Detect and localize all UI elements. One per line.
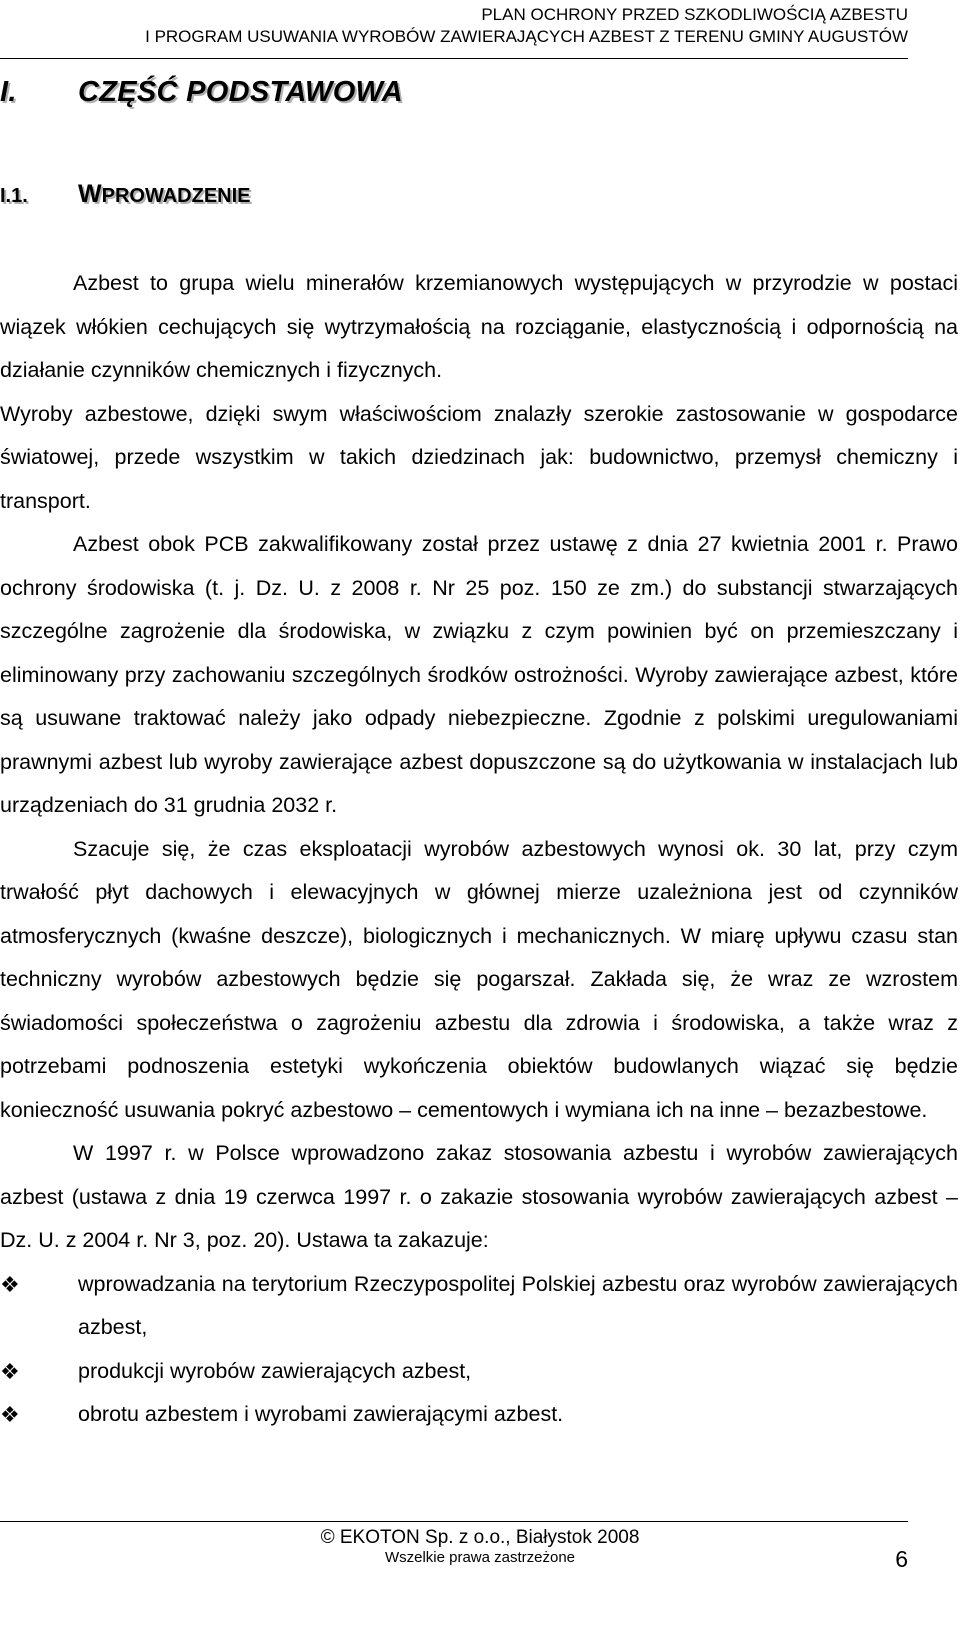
section-title [0, 180, 251, 209]
part-title-text: CZĘŚĆ PODSTAWOWA [78, 76, 403, 108]
diamond-bullet-icon: ❖ [0, 1402, 20, 1427]
header-rule [0, 58, 908, 59]
paragraph-2: Wyroby azbestowe, dzięki swym właściwościom znalazły szerokie zastosowanie w gospodarce światowej, przede wszystkim w takich dziedzinach jak: budownictwo, przemysł chemiczny i transport. [0, 401, 958, 513]
list-item [0, 1350, 958, 1394]
diamond-bullet-icon: ❖ [0, 1271, 20, 1297]
list-item-text: produkcji wyrobów zawierających azbest, [78, 1358, 472, 1383]
list-item [0, 1393, 958, 1437]
paragraph-3: Azbest obok PCB zakwalifikowany został przez ustawę z dnia 27 kwietnia 2001 r. Prawo ochrony środowiska (t. j. Dz. U. z 2008 r. Nr 25 poz. 150 ze zm.) do substancji stwarzających szczególne zagrożenie dla środowiska, w związku z czym powinien być on przemieszczany i eliminowany przy zachowaniu szczególnych środków ostrożności. Wyroby zawierające azbest, które są usuwane traktować należy jako odpady niebezpieczne. Zgodnie z polskimi uregulowaniami prawnymi azbest lub wyroby zawierające azbest dopuszczone są do użytkowania w instalacjach lub urządzeniach do 31 grudnia 2032 r. [0, 532, 958, 817]
header-line-1: PLAN OCHRONY PRZED SZKODLIWOŚCIĄ AZBESTU [481, 5, 908, 24]
section-number: I.1. [0, 185, 28, 207]
page-header [145, 4, 908, 48]
paragraph-5: W 1997 r. w Polsce wprowadzono zakaz stosowania azbestu i wyrobów zawierających azbest (ustawa z dnia 19 czerwca 1997 r. o zakazie stosowania wyrobów zawierających azbest – Dz. U. z 2004 r. Nr 3, poz. 20). Ustawa ta zakazuje: [0, 1141, 958, 1252]
footer-rule [0, 1521, 908, 1522]
paragraph-1: Azbest to grupa wielu minerałów krzemianowych występujących w przyrodzie w postaci wiązek włókien cechujących się wytrzymałością na rozciąganie, elastycznością i odpornością na działanie czynników chemicznych i fizycznych. [0, 271, 958, 382]
page-footer [0, 1527, 960, 1567]
paragraph-4: Szacuje się, że czas eksploatacji wyrobów azbestowych wynosi ok. 30 lat, przy czym trwałość płyt dachowych i elewacyjnych w głównej mierze uzależniona jest od czynników atmosferycznych (kwaśne deszcze), biologicznych i mechanicznych. W miarę upływu czasu stan techniczny wyrobów azbestowych będzie się pogarszał. Zakłada się, że wraz ze wzrostem świadomości społeczeństwa o zagrożeniu azbestu dla zdrowia i środowiska, a także wraz z potrzebami podnoszenia estetyki wykończenia obiektów budowlanych wiązać się będzie konieczność usuwania pokryć azbestowo – cementowych i wymiana ich na inne – bezazbestowe. [0, 836, 958, 1122]
footer-rights: Wszelkie prawa zastrzeżone [384, 1549, 576, 1566]
page-number: 6 [895, 1546, 908, 1572]
header-line-2: I PROGRAM USUWANIA WYROBÓW ZAWIERAJĄCYCH AZBEST Z TERENU GMINY AUGUSTÓW [145, 27, 908, 46]
list-item-text: obrotu azbestem i wyrobami zawierającymi azbest. [78, 1402, 564, 1426]
footer-copyright: © EKOTON Sp. z o.o., Białystok 2008 [320, 1527, 640, 1548]
diamond-bullet-icon: ❖ [0, 1358, 20, 1384]
list-item-text: wprowadzania na terytorium Rzeczypospolitej Polskiej azbestu oraz wyrobów zawierających azbest, [78, 1271, 958, 1339]
document-body [0, 262, 958, 1437]
prohibitions-list [0, 1263, 958, 1437]
part-number: I. [0, 76, 17, 108]
part-title [0, 76, 403, 109]
section-title-rest: PROWADZENIE [101, 185, 251, 207]
list-item [0, 1263, 958, 1350]
section-title-initial: W [78, 180, 102, 208]
